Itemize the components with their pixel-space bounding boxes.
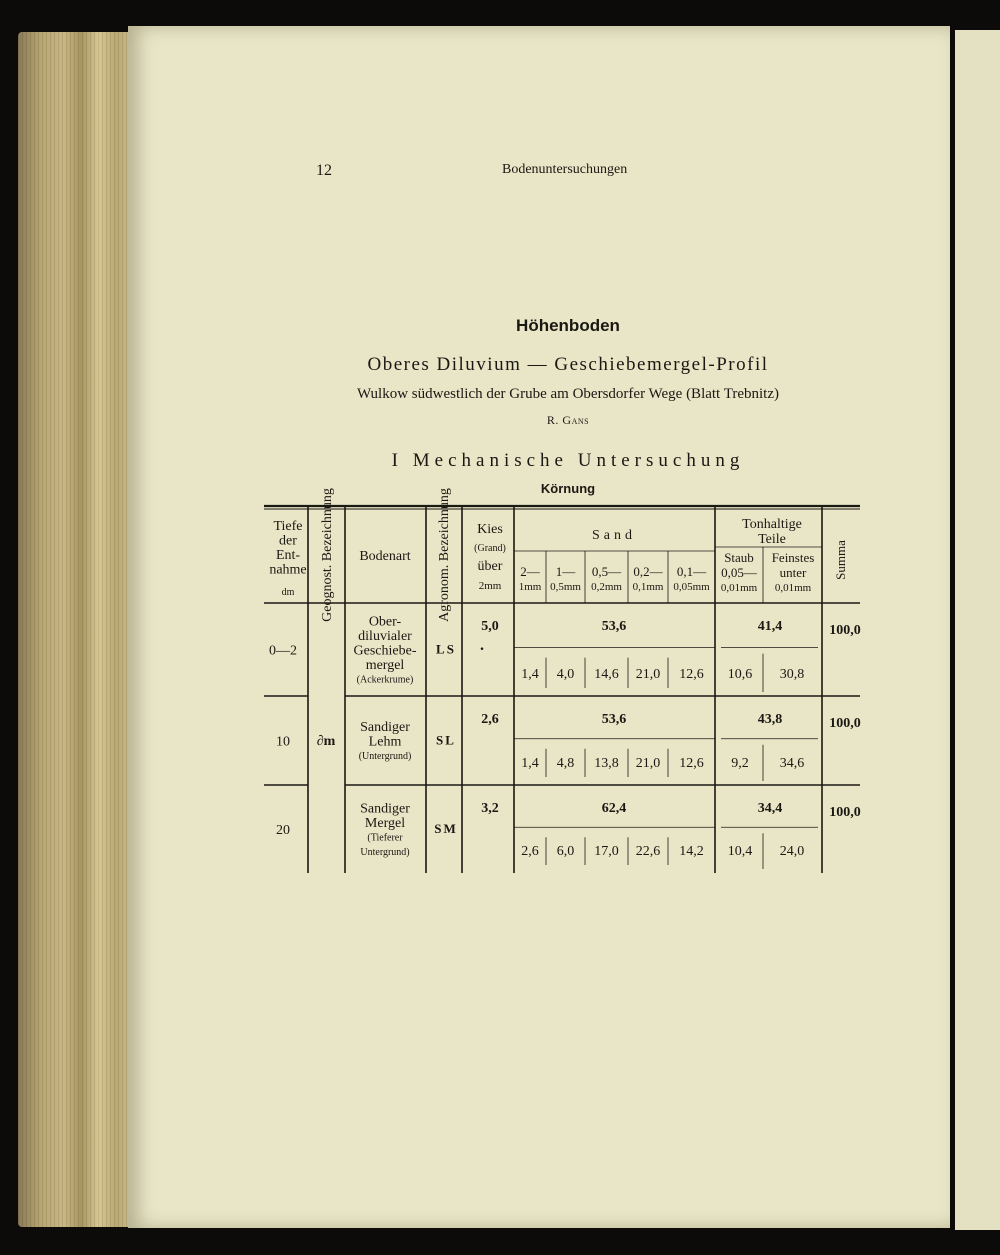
header-ton-fraction: 0,05— <box>721 565 757 580</box>
table-cells <box>269 488 861 859</box>
row-sand-value: 1,4 <box>521 756 539 771</box>
row-sand-value: 14,6 <box>594 667 619 682</box>
row-agronom: SM <box>434 821 458 836</box>
row-sand-total: 53,6 <box>601 712 627 727</box>
header-sand-fraction: 0,05mm <box>673 581 710 593</box>
header-bodenart: Bodenart <box>359 549 411 564</box>
row-kies-mark: . <box>480 637 484 654</box>
row-sand-total: 62,4 <box>601 801 627 816</box>
row-bodenart: Lehm <box>368 734 402 750</box>
header-sand-fraction: 1mm <box>518 581 542 593</box>
row-summa: 100,0 <box>829 623 861 638</box>
header-kies-grand: (Grand) <box>474 543 506 554</box>
row-sand-value: 2,6 <box>521 844 539 859</box>
row-sand-value: 6,0 <box>556 844 575 859</box>
row-bodenart: Ober- <box>368 614 402 630</box>
row-ton-value: 34,6 <box>779 756 805 771</box>
analysis-heading: I Mechanische Untersuchung <box>391 450 745 471</box>
header-kies-ueber: über <box>477 559 503 574</box>
header-sand: Sand <box>592 528 636 543</box>
row-sand-value: 4,8 <box>556 756 575 771</box>
row-agronom: SL <box>436 732 456 748</box>
header-sand-fraction: 2— <box>520 564 540 579</box>
header-ton-fraction: Feinstes <box>771 550 815 565</box>
row-kies: 5,0 <box>481 619 499 634</box>
profile-subtitle: Oberes Diluvium — Geschiebemergel-Profil <box>367 354 769 375</box>
running-head: Bodenuntersuchungen <box>502 162 628 177</box>
row-sand-value: 14,2 <box>679 844 704 859</box>
row-ton-value: 9,2 <box>731 756 749 771</box>
row-sand-value: 1,4 <box>521 667 539 682</box>
row-sand-value: 22,6 <box>635 844 661 859</box>
row-ton-value: 30,8 <box>779 667 805 682</box>
row-kies: 3,2 <box>481 801 499 816</box>
row-bodenart-note: (Ackerkrume) <box>356 674 414 686</box>
row-bodenart: Sandiger <box>360 801 410 817</box>
header-ton-fraction: unter <box>779 565 807 580</box>
table-rules <box>264 506 860 873</box>
row-bodenart-note: (Tieferer <box>367 832 403 844</box>
row-sand-value: 21,0 <box>635 667 661 682</box>
header-ton: Teile <box>758 532 786 547</box>
header-kies-size: 2mm <box>478 580 502 592</box>
header-tiefe: Ent- <box>275 548 301 563</box>
row-ton-value: 24,0 <box>779 844 805 859</box>
row-depth: 0—2 <box>269 643 297 659</box>
row-ton-total: 43,8 <box>757 712 783 727</box>
row-bodenart-note: (Untergrund) <box>358 751 412 762</box>
row-bodenart-note: Untergrund) <box>360 846 410 858</box>
geognost-value: ∂m <box>316 734 336 749</box>
row-ton-total: 34,4 <box>757 801 783 816</box>
row-sand-value: 12,6 <box>679 756 704 771</box>
table-title: Körnung <box>540 481 596 496</box>
header-ton-fraction: 0,01mm <box>720 582 758 594</box>
row-sand-value: 12,6 <box>679 667 704 682</box>
header-sand-fraction: 0,5— <box>591 564 622 579</box>
header-tiefe-unit: dm <box>281 587 295 598</box>
header-tiefe: der <box>279 533 297 549</box>
header-tiefe: Tiefe <box>273 519 303 534</box>
page-number: 12 <box>316 162 332 179</box>
row-ton-value: 10,4 <box>727 844 753 859</box>
header-sand-fraction: 0,5mm <box>550 581 581 593</box>
row-ton-value: 10,6 <box>727 667 753 682</box>
row-depth: 10 <box>276 734 290 750</box>
header-sand-fraction: 0,2mm <box>591 581 622 593</box>
header-kies: Kies <box>477 522 503 537</box>
row-summa: 100,0 <box>829 716 861 731</box>
location-line: Wulkow südwestlich der Grube am Obersdorfer Wege (Blatt Trebnitz) <box>357 386 779 402</box>
row-depth: 20 <box>276 823 290 838</box>
header-sand-fraction: 0,1— <box>676 564 707 579</box>
row-kies: 2,6 <box>481 712 499 727</box>
row-sand-value: 21,0 <box>635 756 661 771</box>
header-ton-fraction: Staub <box>724 550 754 565</box>
row-bodenart: mergel <box>365 658 405 673</box>
row-sand-value: 13,8 <box>594 756 619 771</box>
row-bodenart: Sandiger <box>360 720 410 735</box>
header-ton: Tonhaltige <box>742 517 802 532</box>
header-ton-fraction: 0,01mm <box>774 582 812 594</box>
header-geognost: Geognost. Bezeichnung <box>320 488 335 622</box>
section-title: Höhenboden <box>516 316 620 335</box>
header-sand-fraction: 0,1mm <box>632 581 664 593</box>
row-agronom: LS <box>436 641 456 657</box>
row-sand-value: 4,0 <box>556 667 575 682</box>
header-agronom: Agronom. Bezeichnung <box>437 488 452 622</box>
header-summa: Summa <box>833 540 848 580</box>
row-bodenart: Geschiebe- <box>353 643 417 659</box>
row-summa: 100,0 <box>829 805 861 820</box>
header-tiefe: nahme <box>269 562 307 578</box>
author-line: R. Gans <box>546 413 590 427</box>
header-sand-fraction: 1— <box>555 564 576 579</box>
row-sand-value: 17,0 <box>594 844 619 859</box>
header-sand-fraction: 0,2— <box>633 564 663 579</box>
row-bodenart: Mergel <box>364 815 406 831</box>
row-ton-total: 41,4 <box>757 619 783 634</box>
row-sand-total: 53,6 <box>601 619 627 634</box>
row-bodenart: diluvialer <box>358 629 412 644</box>
